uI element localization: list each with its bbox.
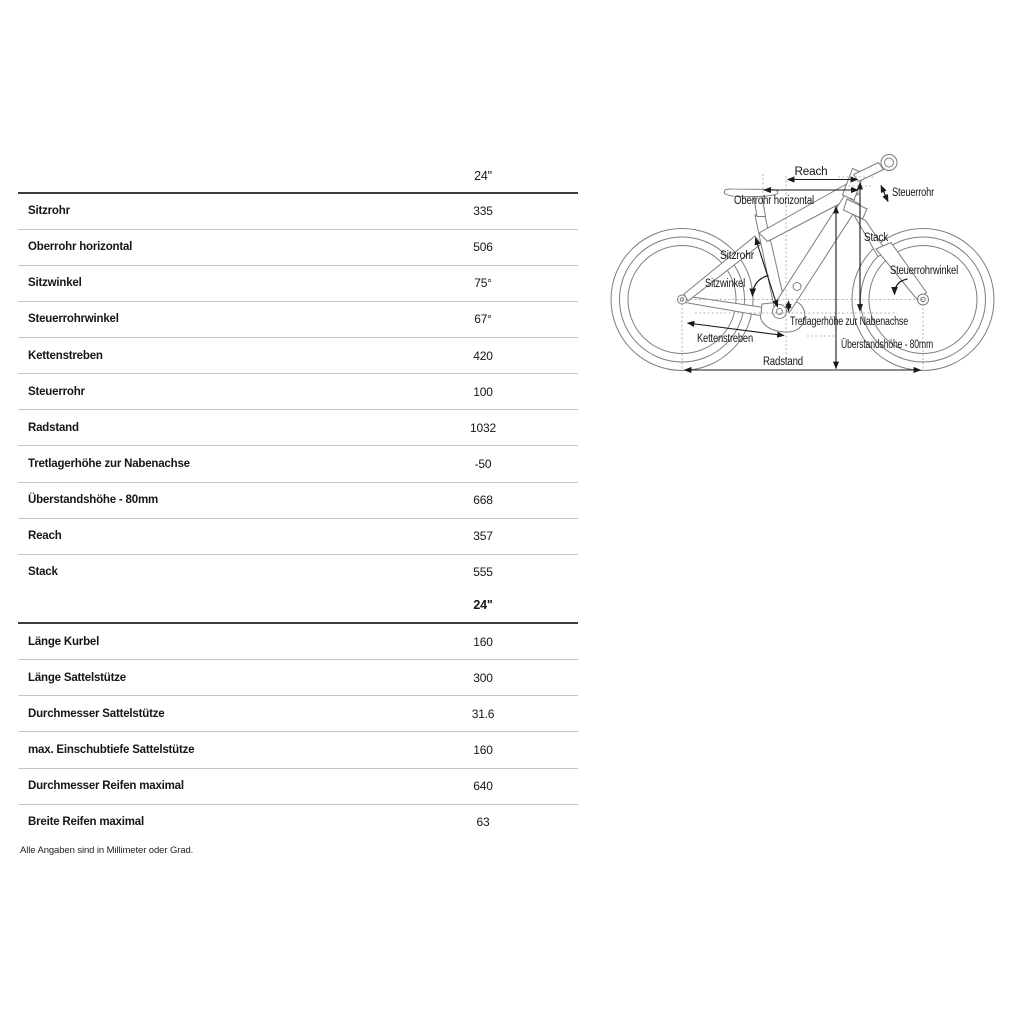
spec-value: 31.6 — [471, 706, 495, 721]
spec-label: Kettenstreben — [28, 349, 103, 362]
steuerrohr-arrow — [881, 186, 888, 202]
spec-label: Überstandshöhe - 80mm — [28, 494, 158, 507]
size-column-header: 24" — [473, 598, 493, 612]
diagram-label-stack: Stack — [864, 232, 889, 244]
frame-geometry-table — [18, 160, 578, 590]
table-row — [18, 302, 578, 338]
diagram-label-sitzrohr: Sitzrohr — [720, 250, 755, 262]
table-row — [18, 696, 578, 732]
table-row — [18, 446, 578, 482]
chainstay — [682, 296, 772, 318]
components-table — [18, 588, 578, 840]
spec-value: 67° — [474, 312, 492, 327]
sitzwinkel-angle-arc — [753, 276, 769, 297]
stem — [854, 163, 884, 182]
frame — [678, 155, 929, 333]
table-row — [18, 732, 578, 768]
spec-value: 555 — [473, 565, 493, 580]
diagram-label-sitzwinkel: Sitzwinkel — [705, 278, 745, 290]
spec-label: Oberrohr horizontal — [28, 241, 133, 254]
spec-value: 300 — [473, 670, 493, 685]
spec-value: 357 — [473, 529, 493, 544]
frame-pivot — [793, 283, 801, 291]
spec-value: 160 — [473, 742, 493, 757]
bike-drawing — [611, 155, 994, 371]
spec-value: 160 — [473, 634, 493, 649]
table-row — [18, 805, 578, 840]
diagram-label-tretlagerhoehe: Tretlagerhöhe zur Nabenachse — [790, 316, 908, 328]
spec-label: Sitzwinkel — [28, 277, 82, 290]
table-header-row — [18, 160, 578, 194]
bike-geometry-diagram — [600, 140, 1020, 390]
spec-label: Durchmesser Reifen maximal — [28, 780, 184, 793]
spec-value: 63 — [476, 815, 490, 830]
spec-value: 100 — [473, 384, 493, 399]
spec-label: Steuerrohr — [28, 385, 85, 398]
spec-value: 420 — [473, 348, 493, 363]
diagram-label-kettenstreben: Kettenstreben — [697, 333, 753, 345]
spec-label: Länge Sattelstütze — [28, 671, 127, 684]
table-row — [18, 374, 578, 410]
table-row — [18, 769, 578, 805]
diagram-label-radstand: Radstand — [763, 356, 803, 368]
table-row — [18, 410, 578, 446]
spec-label: Stack — [28, 566, 58, 579]
spec-value: -50 — [474, 457, 492, 472]
table-row — [18, 194, 578, 230]
spec-label: max. Einschubtiefe Sattelstütze — [28, 743, 195, 756]
table-row — [18, 230, 578, 266]
spec-label: Länge Kurbel — [28, 635, 100, 648]
spec-label: Sitzrohr — [28, 205, 70, 218]
spec-label: Tretlagerhöhe zur Nabenachse — [28, 458, 190, 471]
spec-value: 668 — [473, 493, 493, 508]
spec-value: 506 — [473, 240, 493, 255]
units-footnote: Alle Angaben sind in Millimeter oder Grad. — [20, 845, 194, 856]
diagram-label-steuerrohrwinkel: Steuerrohrwinkel — [890, 265, 958, 277]
table-row — [18, 483, 578, 519]
diagram-label-oberrohr: Oberrohr horizontal — [734, 195, 814, 207]
spec-value: 335 — [473, 204, 493, 219]
spec-label: Reach — [28, 530, 62, 543]
spec-label: Breite Reifen maximal — [28, 816, 144, 829]
table-row — [18, 266, 578, 302]
diagram-label-reach: Reach — [794, 166, 828, 178]
table-row — [18, 624, 578, 660]
spec-label: Radstand — [28, 421, 79, 434]
spec-value: 75° — [474, 276, 492, 291]
table-header-row — [18, 588, 578, 624]
spec-label: Durchmesser Sattelstütze — [28, 707, 165, 720]
table-row — [18, 519, 578, 555]
spec-value: 640 — [473, 779, 493, 794]
diagram-label-steuerrohr: Steuerrohr — [892, 187, 935, 199]
diagram-label-ueberstandshoehe: Überstandshöhe - 80mm — [841, 339, 933, 351]
table-row — [18, 660, 578, 696]
spec-value: 1032 — [470, 420, 496, 435]
seatstay — [684, 236, 761, 301]
table-row — [18, 338, 578, 374]
size-column-header: 24" — [474, 168, 492, 183]
spec-label: Steuerrohrwinkel — [28, 313, 119, 326]
table-row — [18, 555, 578, 590]
